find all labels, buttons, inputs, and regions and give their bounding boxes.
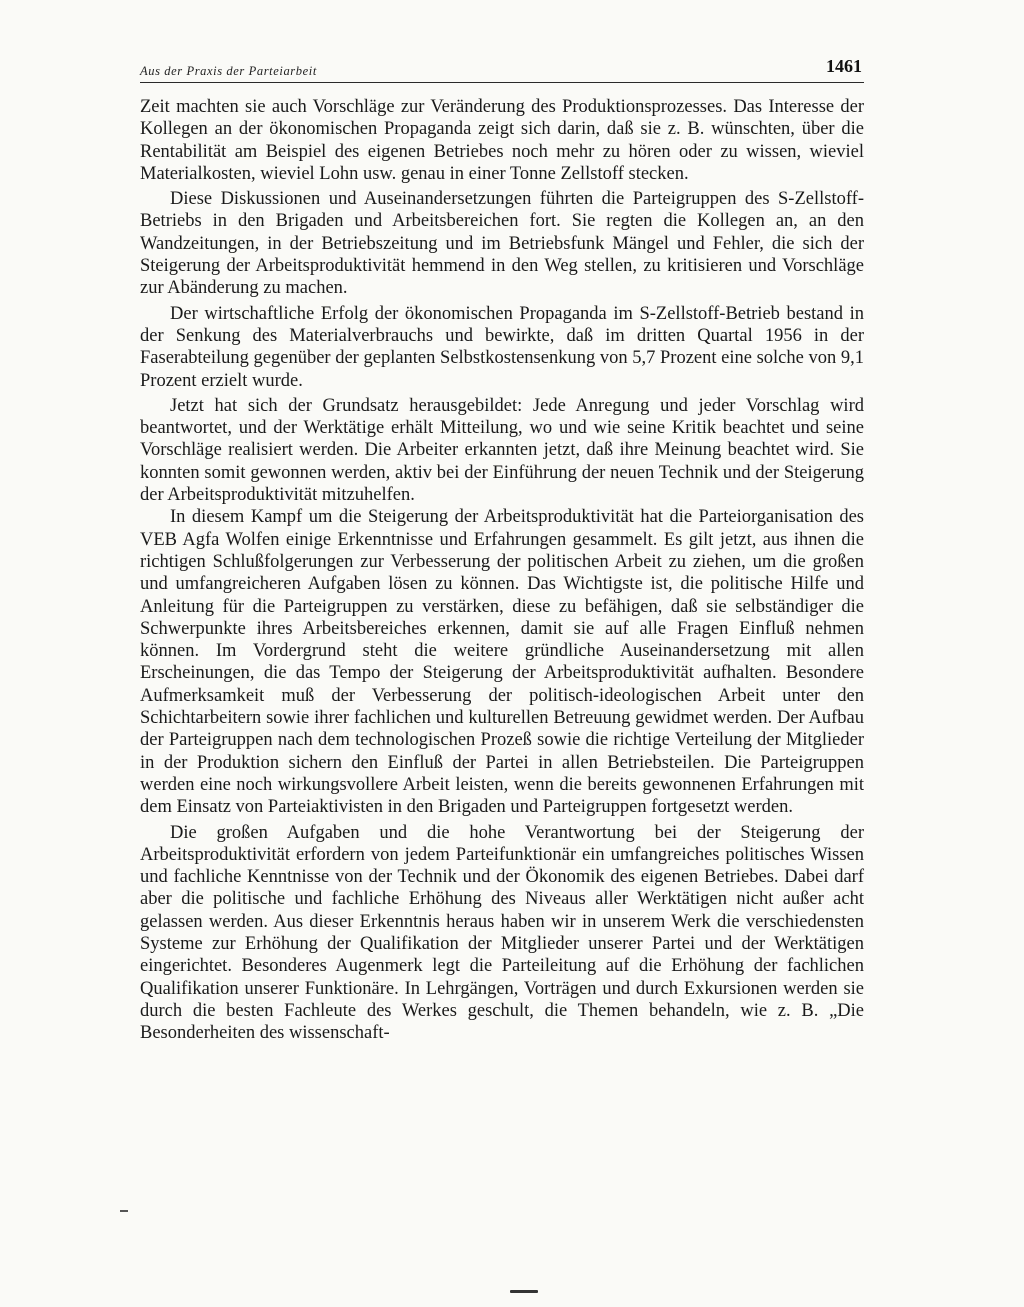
page-header bbox=[140, 56, 864, 83]
margin-mark bbox=[120, 1210, 128, 1212]
paragraph-4: Jetzt hat sich der Grundsatz herausgebildet: Jede Anregung und jeder Vorschlag wird beantwortet, und der Werktätige erhält Mitteilung, wo und wie seine Kritik beachtet und seine Vorschläge realisiert werden. Die Arbeiter erkannten jetzt, daß ihre Meinung beachtet wird. Sie konnten somit gewonnen werden, aktiv bei der Einführung der neuen Technik und der Steigerung der Arbeitsproduktivität mitzuhelfen. bbox=[140, 395, 864, 506]
paragraph-2: Diese Diskussionen und Auseinandersetzungen führten die Parteigruppen des S-Zellstoff-Betriebs in den Brigaden und Arbeitsbereichen fort. Sie regten die Kollegen an, an den Wandzeitungen, in der Betriebszeitung und im Betriebsfunk Mängel und Fehler, die sich der Steigerung der Arbeitsproduktivität hemmend in den Weg stellen, zu kritisieren und Vorschläge zur Abänderung zu machen. bbox=[140, 189, 864, 299]
running-head: Aus der Praxis der Parteiarbeit bbox=[140, 64, 317, 78]
paragraph-6: Die großen Aufgaben und die hohe Verantwortung bei der Steigerung der Arbeitsproduktivität erfordern von jedem Parteifunktionär ein umfangreiches politisches Wissen und fachliche Kenntnisse von der Technik und der Ökonomik des eigenen Betriebes. Dabei darf aber die politische und fachliche Erhöhung des Niveaus aller Werktätigen nicht außer acht gelassen werden. Aus dieser Erkenntnis heraus haben wir in unserem Werk die verschiedensten Systeme zur Erhöhung der Qualifikation der Mitglieder unserer Partei und der Werktätigen eingerichtet. Besonderes Augenmerk legt die Parteileitung auf die Erhöhung der fachlichen Qualifikation unserer Funktionäre. In Lehrgängen, Vorträgen und durch Exkursionen werden sie durch die besten Fachleute des Werkes geschult, die Themen behandeln, wie z. B. „Die Besonderheiten des wissenschaft- bbox=[140, 822, 864, 1044]
scan-mark bbox=[510, 1290, 538, 1293]
body-text bbox=[140, 96, 864, 1044]
paragraph-1: Zeit machten sie auch Vorschläge zur Veränderung des Produktionsprozesses. Das Interesse der Kollegen an der ökonomischen Propaganda zeigt sich darin, daß sie z. B. wünschten, über die Rentabilität am Beispiel des eigenen Betriebes noch mehr zu hören oder zu wissen, wieviel Materialkosten, wieviel Lohn usw. genau in einer Tonne Zellstoff stecken. bbox=[140, 97, 864, 184]
paragraph-3: Der wirtschaftliche Erfolg der ökonomischen Propaganda im S-Zellstoff-Betrieb bestand in der Senkung des Materialverbrauchs und bewirkte, daß im dritten Quartal 1956 in der Faserabteilung gegenüber der geplanten Selbstkostensenkung von 5,7 Prozent eine solche von 9,1 Prozent erzielt wurde. bbox=[140, 303, 864, 391]
paragraph-5: In diesem Kampf um die Steigerung der Arbeitsproduktivität hat die Parteiorganisation des VEB Agfa Wolfen einige Erkenntnisse und Erfahrungen gesammelt. Es gilt jetzt, aus ihnen die richtigen Schlußfolgerungen zur Verbesserung der politischen Arbeit zu ziehen, um die großen und umfangreicheren Aufgaben lösen zu können. Das Wichtigste ist, die politische Hilfe und Anleitung für die Parteigruppen zu verstärken, diese zu befähigen, daß sie selbständiger die Schwerpunkte ihres Arbeitsbereiches erkennen, damit sie auf alle Fragen Einfluß nehmen können. Im Vordergrund steht die weitere gründliche Auseinandersetzung mit allen Erscheinungen, die das Tempo der Steigerung der Arbeitsproduktivität aufhalten. Besondere Aufmerksamkeit muß der Verbesserung der politisch-ideologischen Arbeit unter den Schichtarbeitern sowie ihrer fachlichen und kulturellen Betreuung gewidmet werden. Der Aufbau der Parteigruppen nach dem technologischen Prozeß sowie die richtige Verteilung der Mitglieder in der Produktion sichern den Einfluß der Partei in allen Betriebsteilen. Die Parteigruppen werden eine noch wirkungsvollere Arbeit leisten, wenn die bereits gewonnenen Erfahrungen mit dem Einsatz von Parteiaktivisten in den Brigaden und Parteigruppen fortgesetzt werden. bbox=[140, 507, 864, 818]
page-number: 1461 bbox=[826, 56, 862, 76]
